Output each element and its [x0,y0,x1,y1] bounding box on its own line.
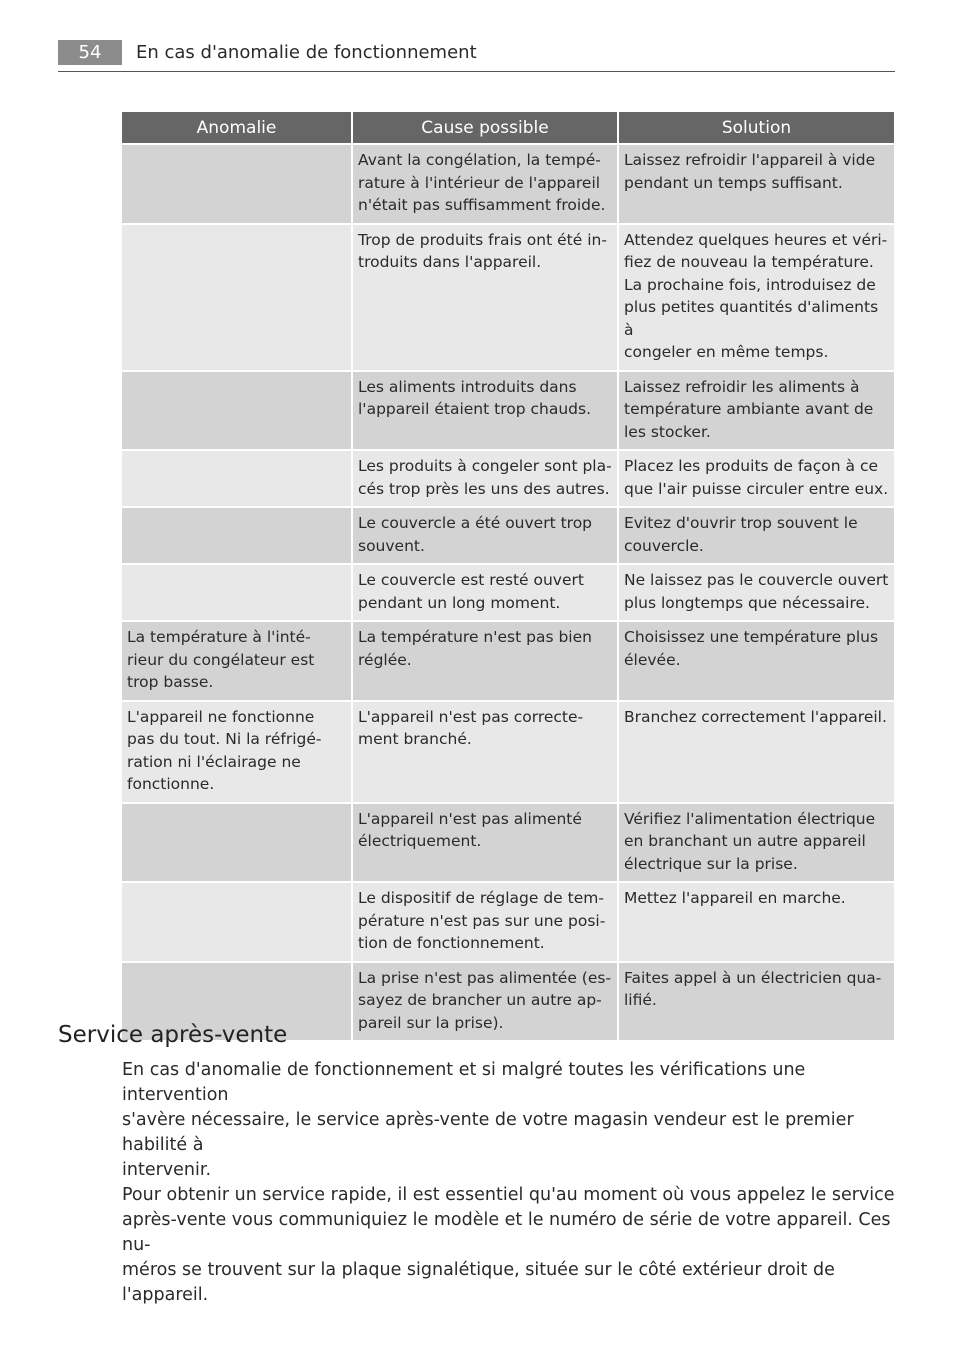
table-row [122,451,894,506]
troubleshooting-table [120,110,896,1042]
solution-cell: Placez les produits de façon à ce que l'air puisse circuler entre eux. [619,451,894,506]
cause-cell: Le couvercle est resté ouvert pendant un long moment. [353,565,617,620]
service-paragraph: Pour obtenir un service rapide, il est essentiel qu'au moment où vous appelez le service après-vente vous communiquiez le modèle et le numéro de série de votre appareil. Ces nu- méros se trouvent sur la plaque signalétique, située sur le côté extérieur droit de l'appareil. [122,1185,895,1305]
anomaly-cell: La température à l'inté- rieur du congélateur est trop basse. [122,622,351,700]
table-row [122,372,894,450]
cause-cell: Les aliments introduits dans l'appareil étaient trop chauds. [353,372,617,450]
anomaly-cell [122,804,351,882]
solution-cell: Laissez refroidir les aliments à température ambiante avant de les stocker. [619,372,894,450]
table-row [122,565,894,620]
anomaly-cell [122,451,351,506]
table-row [122,145,894,223]
solution-cell: Choisissez une température plus élevée. [619,622,894,700]
table-header-row [122,112,894,143]
anomaly-cell [122,565,351,620]
anomaly-cell [122,145,351,223]
section-heading-service: Service après-vente [58,1022,288,1048]
cause-cell: Avant la congélation, la tempé- rature à l'intérieur de l'appareil n'était pas suffisamment froide. [353,145,617,223]
service-paragraph: En cas d'anomalie de fonctionnement et si malgré toutes les vérifications une intervention s'avère nécessaire, le service après-vente de votre magasin vendeur est le premier habilité à intervenir. [122,1060,854,1180]
cause-cell: La prise n'est pas alimentée (es- sayez de brancher un autre ap- pareil sur la prise). [353,963,617,1041]
solution-cell: Evitez d'ouvrir trop souvent le couvercle. [619,508,894,563]
cause-cell: Le dispositif de réglage de tem- pérature n'est pas sur une posi- tion de fonctionnement. [353,883,617,961]
anomaly-cell [122,225,351,370]
table-row [122,622,894,700]
cause-cell: L'appareil n'est pas alimenté électriquement. [353,804,617,882]
solution-cell: Ne laissez pas le couvercle ouvert plus longtemps que nécessaire. [619,565,894,620]
anomaly-cell: L'appareil ne fonctionne pas du tout. Ni la réfrigé- ration ni l'éclairage ne fonctionne. [122,702,351,802]
service-body [122,1058,897,1308]
table-row [122,508,894,563]
solution-cell: Vérifiez l'alimentation électrique en branchant un autre appareil électrique sur la prise. [619,804,894,882]
anomaly-cell [122,883,351,961]
column-header-anomaly: Anomalie [122,112,351,143]
page-number: 54 [58,40,122,65]
column-header-solution: Solution [619,112,894,143]
cause-cell: L'appareil n'est pas correcte- ment branché. [353,702,617,802]
page-header [58,40,895,72]
table-row [122,702,894,802]
solution-cell: Mettez l'appareil en marche. [619,883,894,961]
solution-cell: Laissez refroidir l'appareil à vide pendant un temps suffisant. [619,145,894,223]
table-row [122,883,894,961]
solution-cell: Faites appel à un électricien qua- lifié. [619,963,894,1041]
column-header-cause: Cause possible [353,112,617,143]
anomaly-cell [122,372,351,450]
anomaly-cell [122,508,351,563]
header-title: En cas d'anomalie de fonctionnement [136,42,477,63]
table-row [122,804,894,882]
cause-cell: La température n'est pas bien réglée. [353,622,617,700]
table-row [122,225,894,370]
cause-cell: Les produits à congeler sont pla- cés trop près les uns des autres. [353,451,617,506]
cause-cell: Le couvercle a été ouvert trop souvent. [353,508,617,563]
solution-cell: Branchez correctement l'appareil. [619,702,894,802]
solution-cell: Attendez quelques heures et véri- fiez de nouveau la température. La prochaine fois, introduisez de plus petites quantités d'aliments à congeler en même temps. [619,225,894,370]
cause-cell: Trop de produits frais ont été in- troduits dans l'appareil. [353,225,617,370]
